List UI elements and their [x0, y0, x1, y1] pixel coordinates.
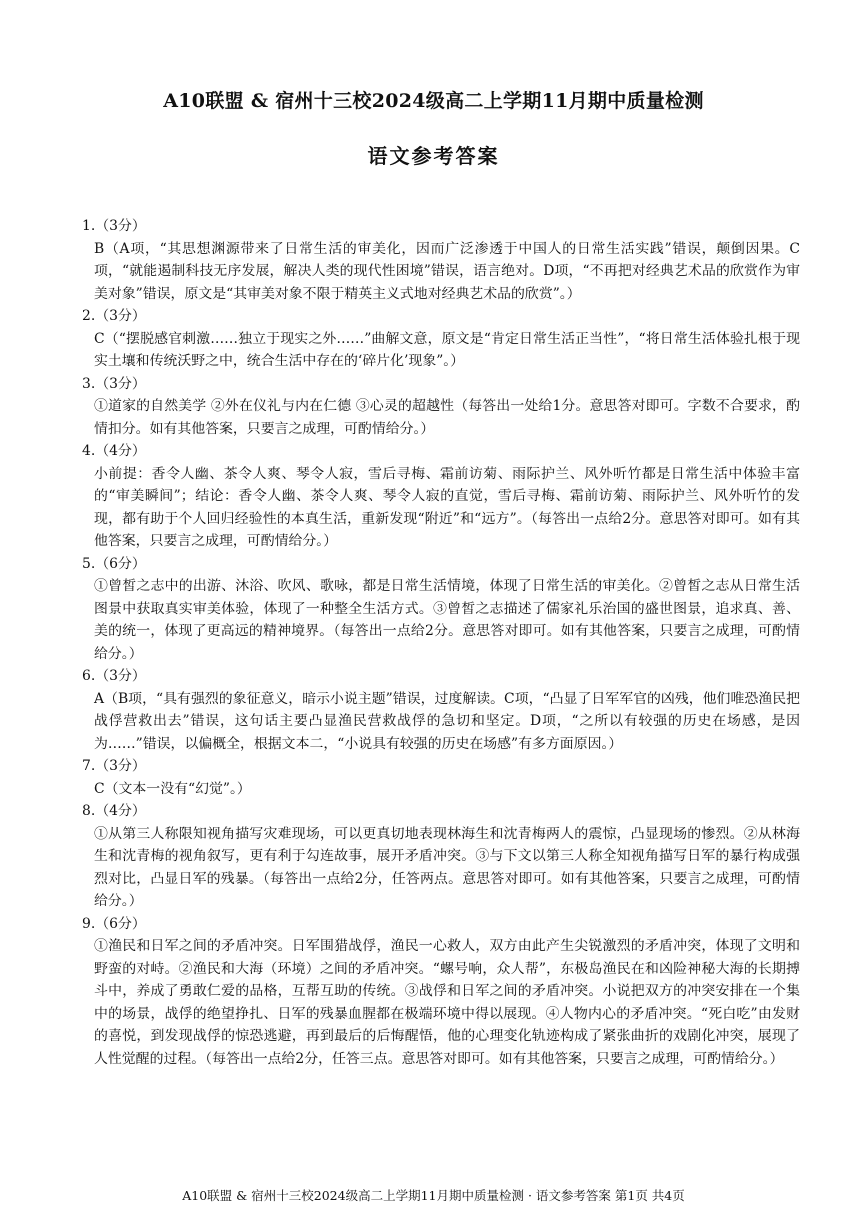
question-label: 7.（3分）	[82, 758, 146, 774]
question-answer: B（A项，“其思想渊源带来了日常生活的审美化，因而广泛渗透于中国人的日常生活实践”错误，颠倒因果。C项，“就能遏制科技无序发展，解决人类的现代性困境”错误，语言绝对。D项，“不再把对经典艺术品的欣赏作为审美对象”错误，原文是“其审美对象不限于精英主义式地对经典艺术品的欣赏”。）	[94, 240, 800, 302]
question-answer: A（B项，“具有强烈的象征意义，暗示小说主题”错误，过度解读。C项，“凸显了日军军官的凶残，他们唯恐渔民把战俘营救出去”错误，这句话主要凸显渔民营救战俘的急切和坚定。D项，“之所以有较强的历史在场感，是因为……”错误，以偏概全，根据文本二，“小说具有较强的历史在场感”有多方面原因。）	[94, 690, 800, 752]
question-label: 5.（6分）	[82, 555, 146, 572]
question-label: 2.（3分）	[82, 308, 146, 324]
question-answer: ①渔民和日军之间的矛盾冲突。日军围猎战俘，渔民一心救人，双方由此产生尖锐激烈的矛盾冲突，体现了文明和野蛮的对峙。②渔民和大海（环境）之间的矛盾冲突。“螺号响，众人帮”，东极岛渔民在和凶险神秘大海的长期搏斗中，养成了勇敢仁爱的品格，互帮互助的传统。③战俘和日军之间的矛盾冲突。小说把双方的冲突安排在一个集中的场景，战俘的绝望挣扎、日军的残暴血腥都在极端环境中得以展现。④人物内心的矛盾冲突。“死白吃”由发财的喜悦，到发现战俘的惊恐逃避，再到最后的后悔醒悟，他的心理变化轨迹构成了紧张曲折的戏剧化冲突，展现了人性觉醒的过程。（每答出一点给2分，任答三点。意思答对即可。如有其他答案，只要言之成理，可酌情给分。）	[94, 938, 800, 1067]
question-4	[82, 440, 800, 553]
question-answer: ①从第三人称限知视角描写灾难现场，可以更真切地表现林海生和沈青梅两人的震惊，凸显现场的惨烈。②从林海生和沈青梅的视角叙写，更有利于勾连故事，展开矛盾冲突。③与下文以第三人称全知视角描写日军的暴行构成强烈对比，凸显日军的残暴。（每答出一点给2分，任答两点。意思答对即可。如有其他答案，只要言之成理，可酌情给分。）	[94, 825, 800, 909]
question-9	[82, 913, 800, 1071]
question-label: 3.（3分）	[82, 375, 146, 392]
question-answer: 小前提：香令人幽、茶令人爽、琴令人寂，雪后寻梅、霜前访菊、雨际护兰、风外听竹都是日常生活中体验丰富的“审美瞬间”；结论：香令人幽、茶令人爽、琴令人寂的直觉，雪后寻梅、霜前访菊、雨际护兰、风外听竹的发现，都有助于个人回归经验性的本真生活，重新发现“附近”和“远方”。（每答出一点给2分。意思答对即可。如有其他答案，只要言之成理，可酌情给分。）	[94, 465, 800, 549]
question-7	[82, 755, 800, 800]
question-answer: ①曾皙之志中的出游、沐浴、吹风、歌咏，都是日常生活情境，体现了日常生活的审美化。②曾皙之志从日常生活图景中获取真实审美体验，体现了一种整全生活方式。③曾皙之志描述了儒家礼乐治国的盛世图景，追求真、善、美的统一，体现了更高远的精神境界。（每答出一点给2分。意思答对即可。如有其他答案，只要言之成理，可酌情给分。）	[94, 578, 800, 662]
question-5	[82, 553, 800, 666]
question-label: 4.（4分）	[82, 443, 146, 459]
question-label: 6.（3分）	[82, 668, 146, 684]
question-answer: ①道家的自然美学 ②外在仪礼与内在仁德 ③心灵的超越性（每答出一处给1分。意思答对即可。字数不合要求，酌情扣分。如有其他答案，只要言之成理，可酌情给分。）	[94, 398, 800, 437]
question-3	[82, 373, 800, 441]
page-title: A10联盟 & 宿州十三校2024级高二上学期11月期中质量检测	[163, 90, 704, 112]
question-6	[82, 665, 800, 755]
question-label: 1.（3分）	[82, 218, 146, 234]
question-2	[82, 305, 800, 373]
question-label: 8.（4分）	[82, 803, 146, 819]
page-subtitle: 语文参考答案	[367, 144, 500, 168]
question-answer: C（文本一没有“幻觉”。）	[94, 780, 251, 797]
page-footer: A10联盟 & 宿州十三校2024级高二上学期11月期中质量检测 · 语文参考答案 第1页 共4页	[182, 1188, 685, 1203]
question-answer: C（“摆脱感官刺激……独立于现实之外……”曲解文意，原文是“肯定日常生活正当性”，“将日常生活体验扎根于现实土壤和传统沃野之中，统合生活中存在的‘碎片化’现象”。）	[94, 330, 800, 369]
question-label: 9.（6分）	[82, 915, 146, 932]
question-1	[82, 215, 800, 305]
question-8	[82, 800, 800, 913]
answer-list	[82, 215, 800, 1070]
